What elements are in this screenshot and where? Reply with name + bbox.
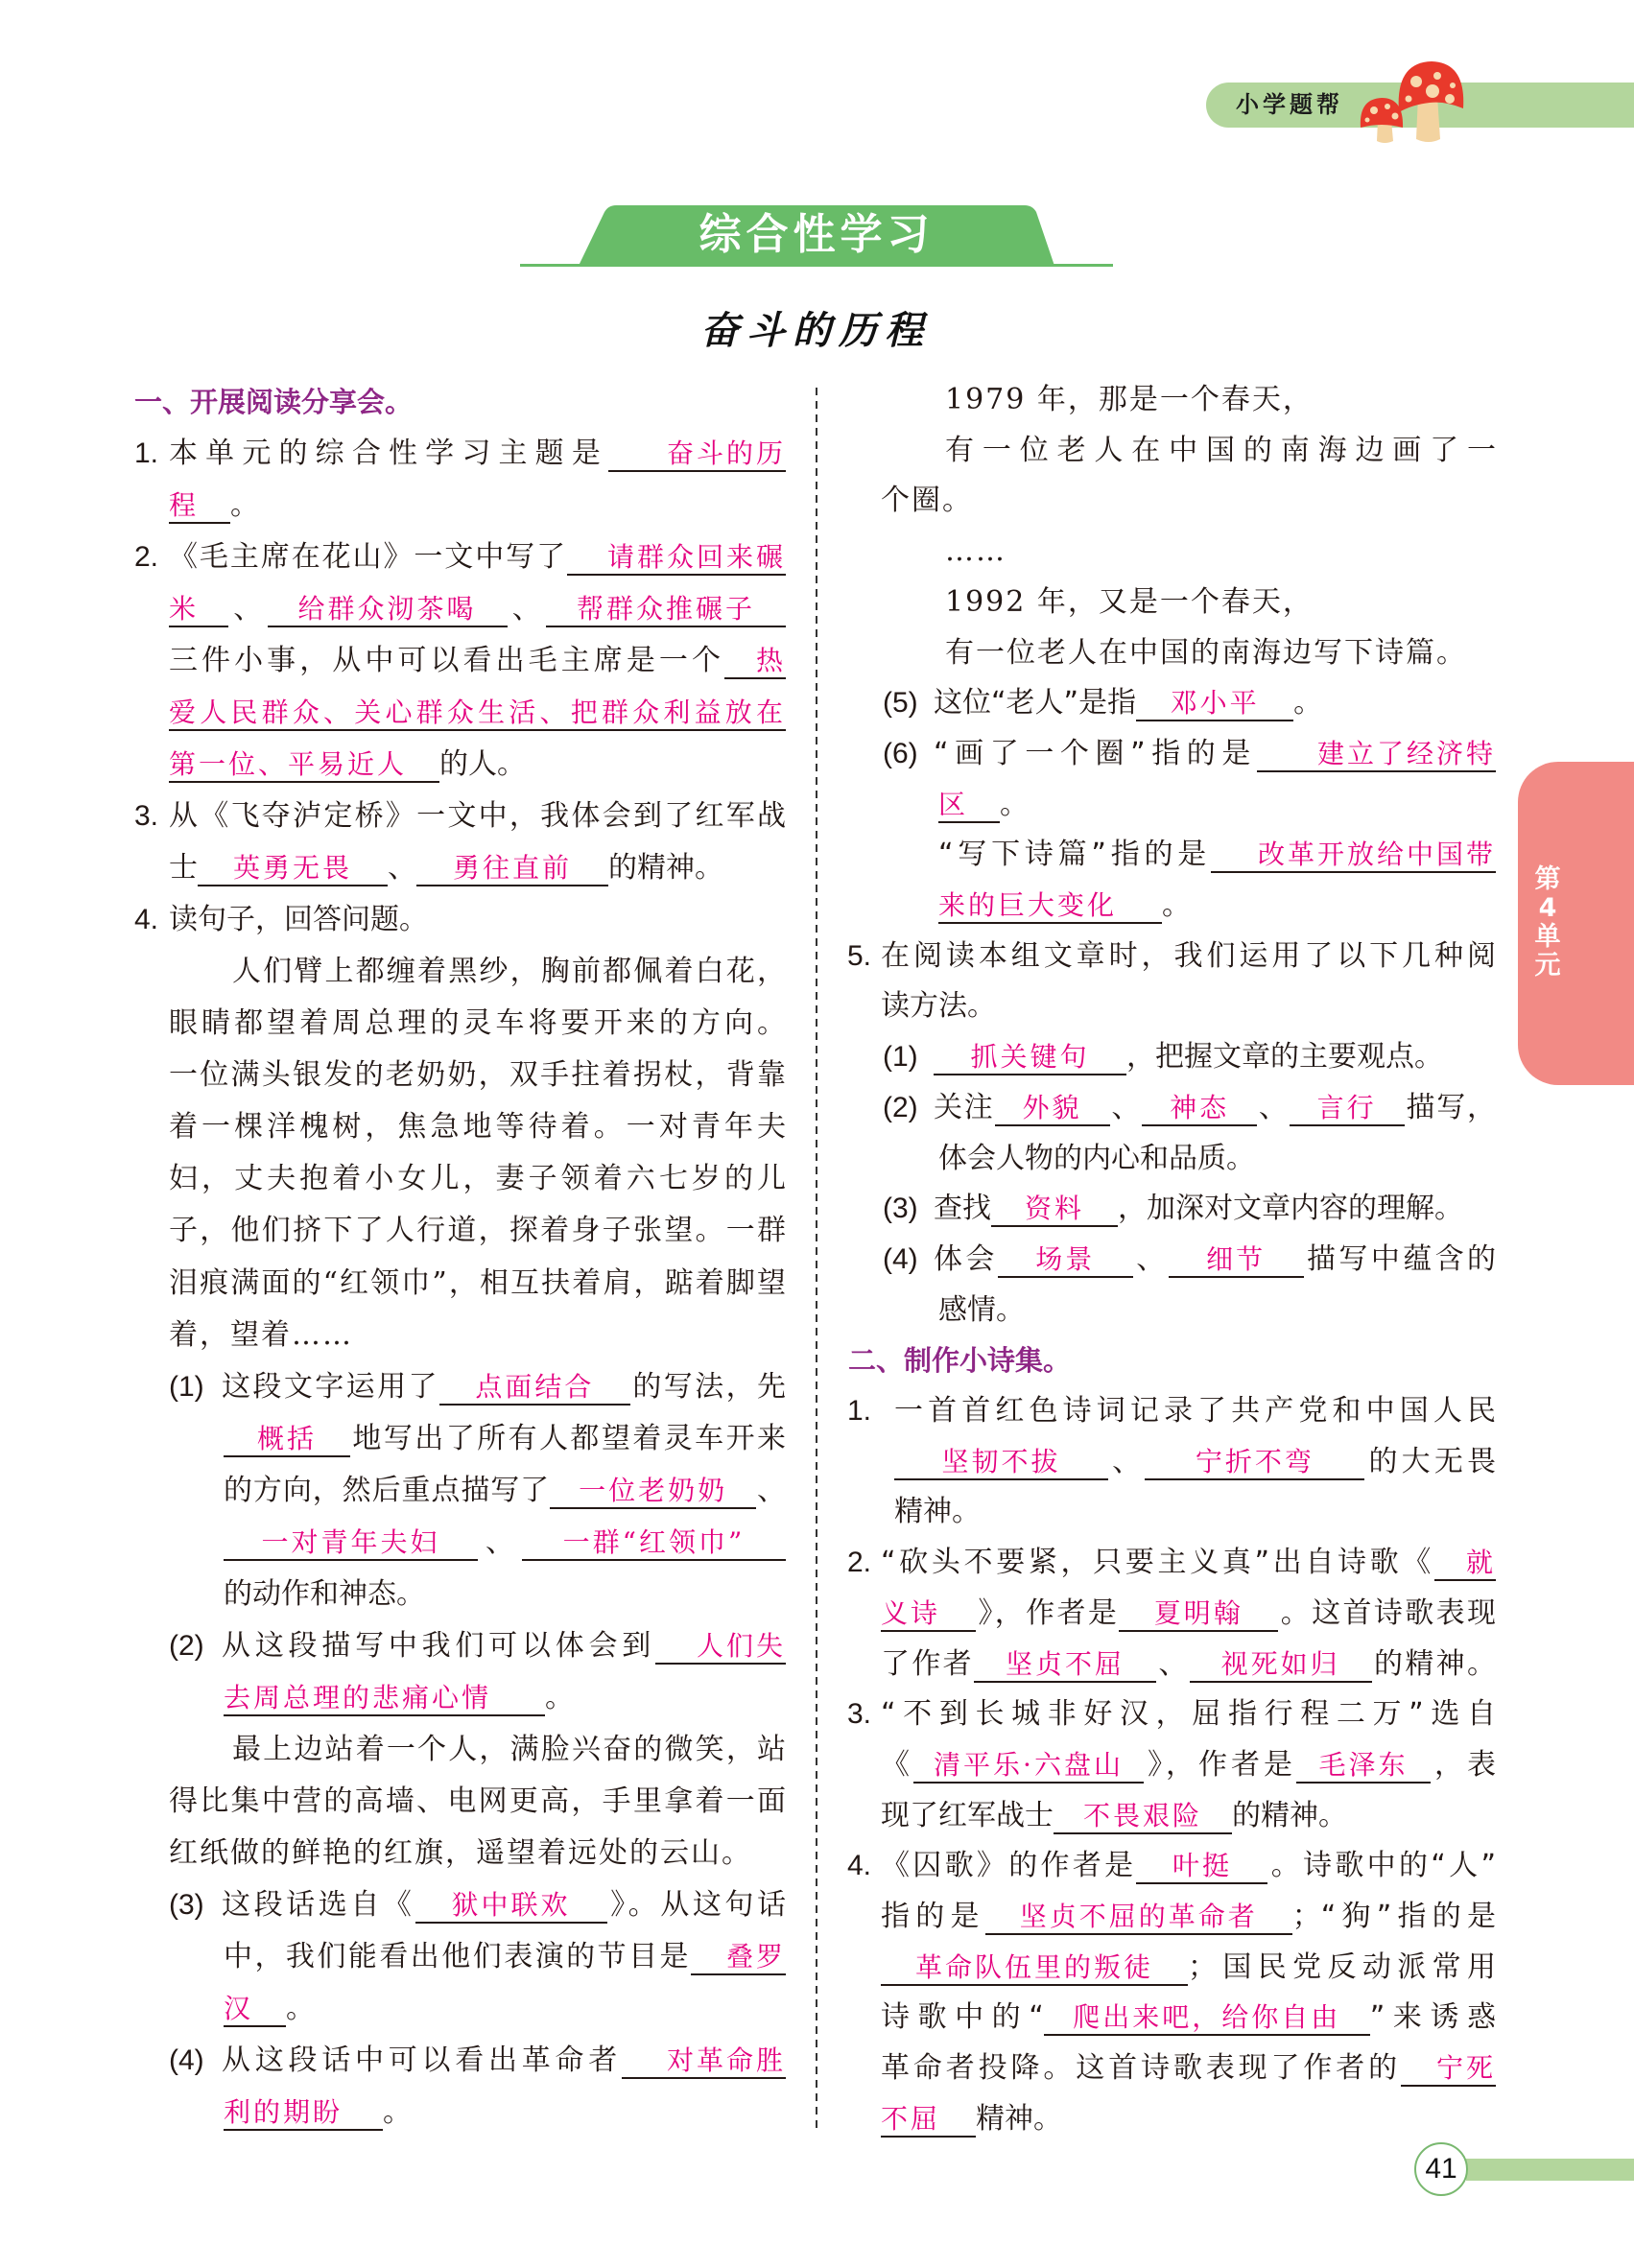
question-line: [169, 583, 786, 635]
question-text: 读方法。: [881, 989, 996, 1023]
answer-text: 爱人民群众、关心群众生活、把群众利益放在: [169, 697, 786, 728]
unit-tab-char: 第: [1534, 864, 1561, 894]
footer-bar: [1466, 2159, 1634, 2181]
question-number: 2.: [847, 1547, 872, 1578]
answer-text: 区: [938, 789, 969, 820]
question-text: 、: [507, 592, 546, 626]
question-number: 1.: [847, 1395, 872, 1427]
passage-line: [169, 1050, 786, 1101]
answer-text: 建立了经济特: [1316, 738, 1496, 769]
question-text: 查找: [934, 1192, 991, 1225]
question-text: 的精神。: [1371, 1647, 1497, 1681]
answer-blank: [1142, 1092, 1257, 1126]
question-text: 诗歌中的“: [881, 2000, 1044, 2034]
question-number: (2): [169, 1630, 204, 1662]
answer-blank: [1290, 1092, 1405, 1126]
answer-blank: [224, 1526, 478, 1561]
answer-blank: [881, 2103, 976, 2138]
question-text: 》，作者是: [1144, 1748, 1296, 1782]
question-text: 描写，: [1404, 1091, 1497, 1124]
question-line: [881, 2093, 1496, 2145]
question-line: [894, 1486, 1496, 1538]
question-number: 3.: [847, 1698, 872, 1730]
answer-blank: [1044, 2001, 1370, 2036]
answer-text: 言行: [1316, 1092, 1377, 1123]
answer-blank: [169, 593, 228, 627]
question-line: [847, 1537, 1496, 1589]
answer-blank: [1136, 1850, 1267, 1884]
question-text: 这段文字运用了: [222, 1370, 439, 1404]
question-text: ”来诱惑: [1369, 2000, 1496, 2034]
answer-blank: [724, 645, 786, 679]
answer-blank: [608, 437, 786, 472]
answer-text: 叶挺: [1172, 1850, 1232, 1881]
answer-text: 给群众沏茶喝: [297, 593, 477, 625]
answer-text: 义诗: [881, 1597, 941, 1629]
passage-text: 着一棵洋槐树，焦急地等待着。一对青年夫: [169, 1110, 786, 1144]
passage-line: [169, 1310, 786, 1361]
question-text: 体会人物的内心和品质。: [938, 1142, 1255, 1175]
passage-text: 着，望着……: [169, 1318, 353, 1352]
question-text: 了作者: [881, 1647, 974, 1681]
passage-text: 子，他们挤下了人行道，探着身子张望。一群: [169, 1214, 786, 1247]
question-line: [134, 791, 786, 842]
question-text: 。: [1162, 888, 1191, 922]
question-line: [169, 635, 786, 687]
answer-text: 英勇无畏: [232, 852, 352, 884]
passage-text: 人们臂上都缠着黑纱，胸前都佩着白花，: [232, 955, 786, 988]
answer-text: 热: [755, 645, 786, 676]
question-text: 从《飞夺泸定桥》一文中，我体会到了红军战: [169, 799, 786, 833]
question-text: 现了红军战士: [881, 1799, 1054, 1832]
answer-blank: [416, 852, 608, 886]
question-line: [847, 1840, 1496, 1892]
answer-blank: [169, 697, 786, 731]
question-line: [134, 532, 786, 583]
answer-text: 一位老奶奶: [579, 1475, 728, 1506]
question-text: 一首首红色诗词记录了共产党和中国人民: [894, 1394, 1496, 1428]
answer-text: 坚韧不拔: [941, 1446, 1061, 1477]
passage-text: ……: [945, 534, 1006, 568]
question-text: 。: [383, 2095, 412, 2129]
question-line: [881, 1639, 1496, 1690]
question-line: [224, 1983, 786, 2035]
question-line: [883, 1183, 1496, 1235]
answer-blank: [1434, 1547, 1496, 1581]
question-number: (3): [169, 1889, 204, 1921]
question-number: (6): [883, 738, 918, 769]
question-text: “写下诗篇”指的是: [938, 838, 1211, 871]
question-text: 。诗歌中的“人”: [1267, 1849, 1496, 1882]
answer-blank: [1296, 1749, 1431, 1784]
question-line: [224, 1517, 786, 1569]
question-text: 。: [286, 1992, 315, 2025]
question-text: 的精神。: [608, 851, 723, 885]
mushroom-icon: [1353, 53, 1473, 149]
question-text: 从这段话中可以看出革命者: [222, 2044, 622, 2077]
answer-blank: [1211, 839, 1496, 873]
question-text: 精神。: [976, 2102, 1062, 2136]
question-line: [883, 677, 1496, 729]
answer-text: 邓小平: [1170, 687, 1260, 719]
question-text: 的动作和神态。: [224, 1577, 425, 1611]
answer-blank: [991, 1193, 1118, 1227]
answer-text: 改革开放给中国带: [1257, 839, 1496, 870]
passage-text: 最上边站着一个人，满脸兴奋的微笑，站: [232, 1733, 786, 1766]
question-line: [881, 980, 1496, 1032]
question-line: [881, 1790, 1496, 1842]
answer-text: 叠罗: [725, 1941, 786, 1973]
question-number: 1.: [134, 437, 159, 469]
passage-line: [169, 1205, 786, 1257]
answer-text: 就: [1465, 1547, 1496, 1578]
question-line: [224, 1465, 786, 1517]
answer-text: 革命队伍里的叛徒: [914, 1951, 1153, 1983]
question-number: (4): [883, 1243, 918, 1275]
brand-label: 小学题帮: [1236, 91, 1343, 118]
answer-blank: [268, 593, 508, 627]
question-text: 的人。: [439, 747, 526, 781]
question-text: 三件小事，从中可以看出毛主席是一个: [169, 644, 724, 677]
question-line: [894, 1436, 1496, 1488]
question-line: [224, 1672, 786, 1724]
answer-text: 抓关键句: [970, 1041, 1090, 1073]
passage-line: [945, 374, 1496, 426]
passage-line: [232, 946, 786, 998]
question-text: 、: [1108, 1445, 1146, 1478]
question-text: 指的是: [881, 1900, 985, 1933]
question-number: (1): [169, 1371, 204, 1403]
question-number: 3.: [134, 800, 159, 832]
section-title: 综合性学习: [699, 210, 935, 259]
answer-blank: [1257, 738, 1496, 772]
section-heading: 二、制作小诗集。: [848, 1344, 1072, 1377]
question-text: 《囚歌》的作者是: [881, 1849, 1137, 1882]
answer-text: 宁折不弯: [1195, 1446, 1314, 1477]
question-text: 。: [230, 488, 259, 522]
question-text: 中，我们能看出他们表演的节目是: [224, 1940, 691, 1973]
answer-blank: [1190, 1648, 1372, 1683]
answer-text: 对革命胜: [666, 2044, 786, 2076]
question-text: 、: [756, 1474, 787, 1507]
answer-text: 人们失: [696, 1630, 786, 1662]
passage-text: 1979 年，那是一个春天，: [945, 383, 1314, 416]
question-text: 。: [1293, 686, 1323, 720]
answer-text: 宁死: [1435, 2052, 1496, 2084]
passage-text: 一位满头银发的老奶奶，双手拄着拐杖，背靠: [169, 1058, 786, 1092]
answer-text: 一对青年夫妇: [261, 1526, 440, 1558]
answer-blank: [974, 1648, 1156, 1683]
answer-blank: [224, 2096, 383, 2131]
question-text: 这位“老人”是指: [934, 686, 1137, 720]
answer-blank: [567, 541, 786, 576]
question-text: 。这首诗歌表现: [1278, 1596, 1497, 1630]
answer-blank: [1136, 687, 1293, 721]
answer-text: 来的巨大变化: [938, 889, 1118, 921]
answer-text: 概括: [256, 1423, 317, 1454]
answer-blank: [894, 1446, 1108, 1480]
answer-blank: [224, 1993, 286, 2027]
question-line: [169, 687, 786, 739]
answer-text: 不畏艰险: [1082, 1800, 1202, 1831]
passage-line: [169, 998, 786, 1050]
question-line: [938, 829, 1496, 881]
unit-tab-char: 单: [1534, 922, 1561, 952]
answer-blank: [546, 593, 786, 627]
passage-line: [945, 526, 1496, 578]
question-line: [938, 779, 1496, 831]
answer-blank: [224, 1423, 350, 1457]
answer-blank: [881, 1597, 976, 1632]
answer-blank: [1401, 2052, 1496, 2087]
question-line: [224, 2087, 786, 2138]
question-text: 从这段描写中我们可以体会到: [222, 1629, 655, 1663]
question-text: 在阅读本组文章时，我们运用了以下几种阅: [881, 939, 1496, 973]
answer-blank: [550, 1475, 756, 1509]
question-number: (1): [883, 1041, 918, 1073]
question-text: 。: [545, 1681, 574, 1714]
answer-text: 神态: [1170, 1092, 1230, 1123]
answer-text: 去周总理的悲痛心情: [224, 1682, 492, 1713]
passage-line: [881, 475, 1496, 527]
question-text: 精神。: [894, 1495, 981, 1528]
question-text: 士: [169, 851, 198, 885]
passage-text: 得比集中营的高墙、电网更高，手里拿着一面: [169, 1784, 786, 1818]
question-text: ，把握文章的主要观点。: [1126, 1040, 1443, 1074]
question-line: [883, 1082, 1497, 1134]
passage-text: 红纸做的鲜艳的红旗，遥望着远处的云山。: [169, 1836, 752, 1870]
question-line: [169, 1879, 786, 1931]
answer-text: 狱中联欢: [451, 1889, 571, 1921]
passage-text: 眼睛都望着周总理的灵车将要开来的方向。: [169, 1006, 786, 1040]
question-line: [169, 842, 786, 894]
question-line: [847, 1689, 1496, 1740]
question-number: (4): [169, 2044, 204, 2076]
question-line: [938, 1285, 1496, 1336]
question-text: 描写中蕴含的: [1303, 1242, 1497, 1276]
question-text: 。: [1000, 788, 1029, 821]
answer-blank: [169, 489, 230, 524]
question-number: 2.: [134, 541, 159, 573]
passage-line: [169, 1101, 786, 1153]
question-text: ，加深对文章内容的理解。: [1118, 1192, 1463, 1225]
answer-text: 爬出来吧，给你自由: [1073, 2001, 1341, 2033]
passage-line: [169, 1153, 786, 1205]
question-text: 、: [1257, 1091, 1290, 1124]
question-text: 《毛主席在花山》一文中写了: [169, 540, 567, 574]
section-heading: 一、开展阅读分享会。: [134, 386, 414, 418]
question-text: 、: [1109, 1091, 1143, 1124]
page-subtitle: 奋斗的历程: [700, 308, 931, 353]
question-number: (2): [883, 1092, 918, 1123]
answer-blank: [224, 1682, 545, 1716]
question-line: [134, 894, 786, 946]
question-line: [881, 1891, 1496, 1943]
answer-text: 米: [169, 593, 200, 625]
answer-blank: [985, 1901, 1292, 1935]
question-text: 读句子，回答问题。: [169, 903, 428, 936]
answer-text: 夏明翰: [1153, 1597, 1243, 1629]
answer-blank: [1119, 1597, 1278, 1632]
question-text: 感情。: [938, 1293, 1025, 1327]
passage-line: [169, 1828, 786, 1879]
answer-text: 不屈: [881, 2103, 941, 2135]
question-text: 关注: [934, 1091, 995, 1124]
question-text: 、: [1156, 1647, 1190, 1681]
passage-line: [945, 425, 1496, 477]
question-text: 的精神。: [1232, 1799, 1347, 1832]
answer-blank: [998, 1243, 1133, 1278]
passage-line: [169, 1258, 786, 1310]
question-line: [224, 1413, 786, 1465]
answer-blank: [1169, 1243, 1304, 1278]
answer-blank: [415, 1889, 607, 1924]
answer-text: 利的期盼: [224, 2096, 343, 2128]
question-line: [169, 1361, 787, 1413]
passage-text: 妇，丈夫抱着小女儿，妻子领着六七岁的儿: [169, 1162, 786, 1195]
question-text: 的写法，先: [629, 1370, 787, 1404]
question-text: “砍头不要紧，只要主义真”出自诗歌《: [881, 1546, 1434, 1579]
passage-line: [169, 1776, 786, 1828]
unit-tab-char: 4: [1538, 893, 1557, 923]
question-line: [881, 1588, 1496, 1640]
question-text: 体会: [934, 1242, 998, 1276]
question-text: “不到长城非好汉，屈指行程二万”选自: [881, 1697, 1496, 1731]
answer-blank: [439, 1371, 630, 1406]
answer-blank: [1145, 1446, 1364, 1480]
question-text: 、: [388, 851, 416, 885]
question-line: [881, 1992, 1496, 2044]
answer-text: 资料: [1024, 1193, 1084, 1224]
answer-text: 第一位、平易近人: [169, 748, 408, 780]
passage-text: 1992 年，又是一个春天，: [945, 585, 1314, 619]
question-line: [224, 1931, 786, 1983]
question-line: [938, 880, 1496, 932]
question-text: 》。从这句话: [606, 1888, 786, 1922]
question-line: [134, 428, 786, 480]
question-text: 革命者投降。这首诗歌表现了作者的: [881, 2051, 1401, 2085]
answer-text: 坚贞不屈的革命者: [1019, 1901, 1258, 1932]
column-divider: [816, 388, 817, 2131]
question-text: 、: [1132, 1242, 1169, 1276]
passage-text: 有一位老人在中国的南海边画了一: [945, 434, 1496, 467]
answer-blank: [913, 1749, 1144, 1784]
question-number: 5.: [847, 940, 872, 972]
answer-blank: [169, 748, 439, 783]
answer-text: 汉: [224, 1993, 254, 2024]
question-text: 地写出了所有人都望着灵车开来: [350, 1422, 786, 1455]
passage-line: [232, 1724, 786, 1776]
answer-text: 一群“红领巾”: [562, 1526, 746, 1558]
answer-blank: [198, 852, 388, 886]
answer-blank: [938, 889, 1162, 924]
question-line: [881, 1942, 1496, 1994]
answer-text: 清平乐·六盘山: [934, 1749, 1124, 1781]
question-line: [224, 1569, 786, 1620]
passage-line: [945, 627, 1496, 679]
answer-blank: [522, 1526, 786, 1561]
question-text: 本单元的综合性学习主题是: [169, 437, 608, 470]
passage-text: 有一位老人在中国的南海边写下诗篇。: [945, 636, 1467, 670]
question-text: “画了一个圈”指的是: [934, 737, 1257, 770]
answer-text: 细节: [1206, 1243, 1267, 1275]
unit-tab-label: [1529, 865, 1566, 980]
answer-text: 外貌: [1022, 1092, 1082, 1123]
answer-text: 毛泽东: [1318, 1749, 1409, 1781]
answer-text: 帮群众推碾子: [576, 593, 755, 625]
answer-blank: [691, 1941, 786, 1975]
answer-blank: [881, 1951, 1188, 1986]
question-text: ，表: [1431, 1748, 1496, 1782]
question-line: [883, 1031, 1496, 1083]
answer-text: 程: [169, 489, 200, 521]
answer-text: 请群众回来碾: [606, 541, 786, 573]
question-line: [938, 1133, 1496, 1185]
unit-tab-char: 元: [1534, 951, 1561, 980]
question-text: 的大无畏: [1364, 1445, 1497, 1478]
answer-text: 奋斗的历: [666, 437, 786, 469]
question-line: [847, 1385, 1496, 1437]
question-line: [847, 931, 1496, 982]
question-line: [881, 1739, 1496, 1791]
question-text: 的方向，然后重点描写了: [224, 1474, 551, 1507]
answer-blank: [1054, 1800, 1232, 1834]
question-line: [883, 728, 1496, 780]
answer-text: 坚贞不屈: [1005, 1648, 1125, 1680]
question-text: 这段话选自《: [222, 1888, 415, 1922]
question-text: ；国民党反动派常用: [1188, 1950, 1496, 1984]
answer-text: 视死如归: [1220, 1648, 1340, 1680]
answer-blank: [622, 2044, 786, 2079]
question-text: 《: [881, 1748, 913, 1782]
passage-text: 泪痕满面的“红领巾”，相互扶着肩，踮着脚望: [169, 1266, 786, 1300]
question-line: [169, 1620, 786, 1672]
answer-text: 场景: [1035, 1243, 1096, 1275]
question-number: 4.: [134, 904, 159, 935]
question-line: [881, 2043, 1496, 2094]
answer-text: 勇往直前: [452, 852, 572, 884]
question-number: (3): [883, 1193, 918, 1224]
question-text: 、: [228, 592, 268, 626]
question-line: [169, 739, 786, 791]
answer-text: 点面结合: [475, 1371, 595, 1403]
page-number: 41: [1414, 2142, 1468, 2196]
answer-blank: [938, 789, 1000, 823]
passage-line: [945, 577, 1496, 628]
question-line: [169, 2035, 786, 2087]
answer-blank: [995, 1092, 1110, 1126]
question-text: 》，作者是: [976, 1596, 1120, 1630]
question-text: ；“狗”指的是: [1291, 1900, 1496, 1933]
question-number: (5): [883, 687, 918, 719]
question-text: 、: [478, 1525, 522, 1559]
answer-blank: [934, 1041, 1126, 1075]
question-number: 4.: [847, 1850, 872, 1881]
passage-text: 个圈。: [881, 484, 973, 517]
answer-blank: [655, 1630, 786, 1665]
question-line: [169, 480, 786, 532]
question-line: [883, 1234, 1497, 1286]
